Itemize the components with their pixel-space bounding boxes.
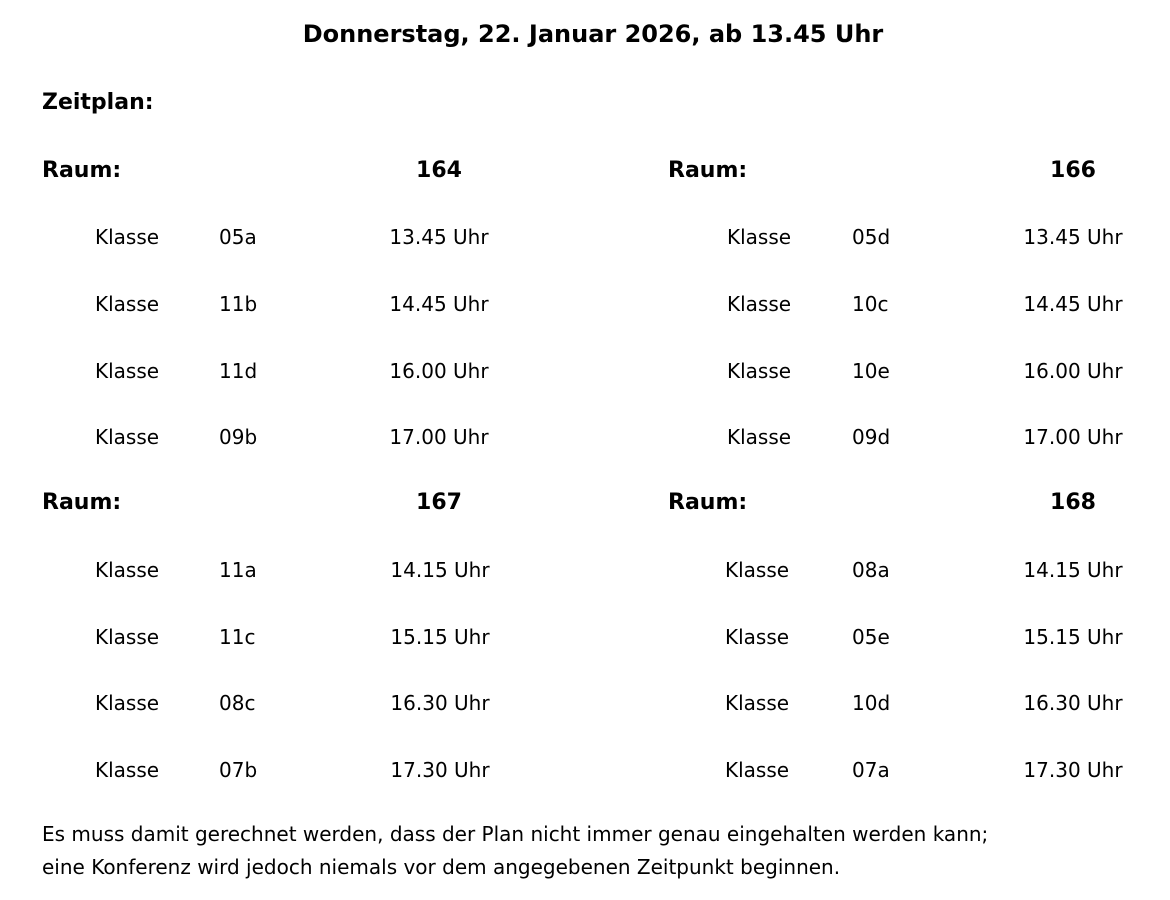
schedule-row [42,688,602,718]
time-slot: 16.00 Uhr [1023,359,1123,383]
room-header [668,488,1148,522]
class-label: Klasse [725,558,790,582]
class-label: Klasse [725,625,790,649]
room-block-167 [42,488,602,782]
schedule-row [668,356,1148,386]
schedule-note [42,818,1142,884]
time-slot: 17.00 Uhr [1023,425,1123,449]
class-name: 07b [219,758,258,782]
room-label: Raum: [42,158,122,183]
class-name: 10c [852,292,889,316]
room-label: Raum: [668,490,748,515]
time-slot: 17.30 Uhr [390,758,490,782]
class-name: 10e [852,359,890,383]
room-label: Raum: [668,158,748,183]
schedule-row [668,622,1148,652]
class-label: Klasse [95,558,160,582]
schedule-row [42,356,602,386]
time-slot: 13.45 Uhr [389,225,489,249]
room-header [42,156,602,190]
time-slot: 14.15 Uhr [1023,558,1123,582]
class-label: Klasse [727,425,792,449]
schedule-row [42,422,602,452]
class-label: Klasse [95,425,160,449]
class-label: Klasse [95,359,160,383]
schedule-row [668,222,1148,252]
schedule-row [42,289,602,319]
schedule-row [668,555,1148,585]
class-label: Klasse [95,758,160,782]
class-label: Klasse [95,691,160,715]
class-name: 09d [852,425,891,449]
time-slot: 16.00 Uhr [389,359,489,383]
room-number: 164 [416,158,462,183]
class-label: Klasse [727,292,792,316]
schedule-row [668,422,1148,452]
time-slot: 17.30 Uhr [1023,758,1123,782]
room-block-168 [668,488,1148,782]
class-name: 09b [219,425,258,449]
note-line: Es muss damit gerechnet werden, dass der Plan nicht immer genau eingehalten werden kann; [42,822,989,846]
time-slot: 14.15 Uhr [390,558,490,582]
class-name: 11d [219,359,258,383]
time-slot: 16.30 Uhr [390,691,490,715]
room-block-164 [42,156,602,449]
class-label: Klasse [727,225,792,249]
schedule-row [668,755,1148,785]
class-label: Klasse [95,292,160,316]
page-title: Donnerstag, 22. Januar 2026, ab 13.45 Uhr [302,20,884,48]
room-number: 166 [1050,158,1096,183]
class-label: Klasse [727,359,792,383]
time-slot: 14.45 Uhr [389,292,489,316]
class-name: 11c [219,625,256,649]
room-header [42,488,602,522]
time-slot: 15.15 Uhr [390,625,490,649]
class-name: 05e [852,625,890,649]
schedule-row [42,755,602,785]
room-label: Raum: [42,490,122,515]
schedule-row [668,688,1148,718]
class-name: 10d [852,691,891,715]
class-label: Klasse [725,691,790,715]
class-name: 11b [219,292,258,316]
time-slot: 14.45 Uhr [1023,292,1123,316]
class-name: 11a [219,558,257,582]
class-name: 08a [852,558,890,582]
class-name: 08c [219,691,256,715]
class-name: 05d [852,225,891,249]
class-label: Klasse [95,225,160,249]
schedule-row [42,622,602,652]
class-label: Klasse [95,625,160,649]
schedule-row [42,222,602,252]
room-number: 167 [416,490,462,515]
time-slot: 15.15 Uhr [1023,625,1123,649]
class-name: 07a [852,758,890,782]
schedule-row [42,555,602,585]
class-label: Klasse [725,758,790,782]
schedule-heading: Zeitplan: [42,90,154,115]
note-line: eine Konferenz wird jedoch niemals vor dem angegebenen Zeitpunkt beginnen. [42,855,841,879]
room-block-166 [668,156,1148,449]
schedule-row [668,289,1148,319]
time-slot: 16.30 Uhr [1023,691,1123,715]
time-slot: 17.00 Uhr [389,425,489,449]
class-name: 05a [219,225,257,249]
time-slot: 13.45 Uhr [1023,225,1123,249]
room-header [668,156,1148,190]
room-number: 168 [1050,490,1096,515]
